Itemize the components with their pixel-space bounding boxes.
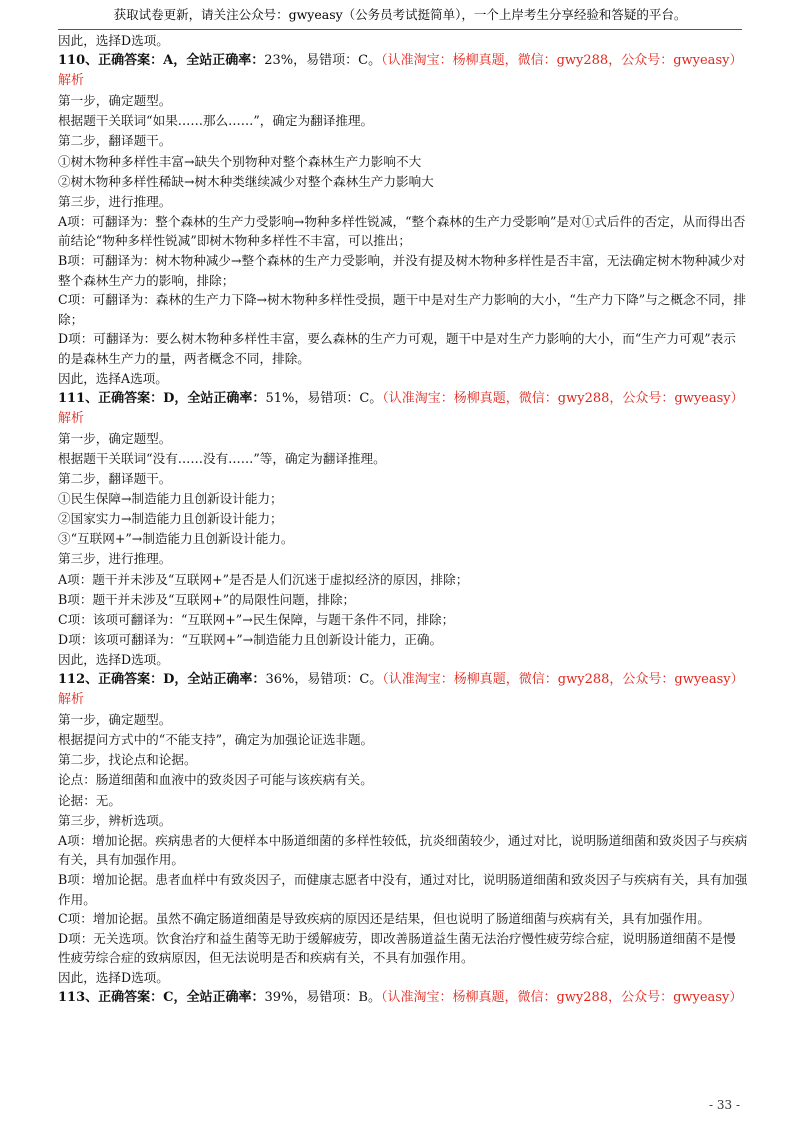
text-line: 第二步，翻译题干。 <box>58 133 172 149</box>
question-112-header <box>58 670 748 690</box>
text-line: 根据题干关联词“如果……那么……”，确定为翻译推理。 <box>58 113 374 129</box>
promo-text: （认准淘宝：杨柳真题，微信：gwy288，公众号：gwyeasy） <box>382 672 744 687</box>
text-line: 第一步，确定题型。 <box>58 93 172 109</box>
rate-value: 39%，易错项：B。 <box>264 990 381 1005</box>
text-line: 论点：肠道细菌和血液中的致炎因子可能与该疾病有关。 <box>58 772 373 788</box>
option-a: A项：增加论据。疾病患者的大便样本中肠道细菌的多样性较低，抗炎细菌较少，通过对比，说明肠道细菌和致炎因子与疾病有关，具有加强作用。 <box>58 832 748 868</box>
text-line: 根据提问方式中的“不能支持”，确定为加强论证选非题。 <box>58 732 374 748</box>
q110-lines <box>58 91 748 388</box>
answer-value: D， <box>163 390 188 406</box>
promo-text: （认准淘宝：杨柳真题，微信：gwy288，公众号：gwyeasy） <box>381 53 743 69</box>
text-line: 论据：无。 <box>58 792 121 808</box>
page-number: - 33 - <box>708 1098 740 1112</box>
rate-value: 36%，易错项：C。 <box>265 672 383 687</box>
text-line: 第二步，找论点和论据。 <box>58 752 197 768</box>
text-line: 根据题干关联词“没有……没有……”等，确定为翻译推理。 <box>58 450 386 466</box>
answer-value: A， <box>163 53 187 69</box>
analysis-label: 解析 <box>58 410 85 426</box>
header-rule <box>58 29 742 30</box>
header-text: 获取试卷更新，请关注公众号：gwyeasy（公务员考试挺简单），一个上岸考生分享经验和答疑的平台。 <box>113 7 687 22</box>
question-111-header <box>58 389 748 409</box>
text-line: ②树木物种多样性稀缺→树木种类继续减少对整个森林生产力影响大 <box>58 173 434 189</box>
rate-label: 全站正确率： <box>186 53 265 69</box>
text-line: ①树木物种多样性丰富→缺失个别物种对整个森林生产力影响不大 <box>58 153 422 169</box>
text-line: 第一步，确定题型。 <box>58 712 172 728</box>
document-body <box>58 31 748 1008</box>
rate-label: 全站正确率： <box>186 990 265 1005</box>
rate-value: 23%，易错项：C。 <box>264 53 382 69</box>
text-line: 第三步，进行推理。 <box>58 551 172 567</box>
answer-label: 113、正确答案： <box>58 990 164 1005</box>
option-c: C项：该项可翻译为：“互联网+”→民生保障，与题干条件不同，排除； <box>58 611 455 627</box>
analysis-label: 解析 <box>58 692 85 708</box>
answer-label: 112、正确答案： <box>58 672 164 687</box>
option-d: D项：无关选项。饮食治疗和益生菌等无助于缓解疲劳，即改善肠道益生菌无法治疗慢性疲劳综合症，说明肠道细菌不是慢性疲劳综合症的致病原因，但无法说明是否和疾病有关，不具有加强作用。 <box>58 930 736 966</box>
rate-label: 全站正确率： <box>187 390 266 406</box>
option-b: B项：题干并未涉及“互联网+”的局限性问题，排除； <box>58 591 356 607</box>
promo-text: （认准淘宝：杨柳真题，微信：gwy288，公众号：gwyeasy） <box>380 990 743 1005</box>
option-c: C项：可翻译为：森林的生产力下降→树木物种多样性受损，题干中是对生产力影响的大小，“生产力下降”与之概念不同，排除； <box>58 292 746 327</box>
answer-value: D， <box>163 672 188 687</box>
answer-label: 111、正确答案： <box>58 390 164 406</box>
text-line: 第一步，确定题型。 <box>58 430 172 446</box>
q111-lines <box>58 429 748 670</box>
rate-label: 全站正确率： <box>187 672 266 687</box>
text-line: 第三步，进行推理。 <box>58 193 172 209</box>
text-line: ③“互联网+”→制造能力且创新设计能力。 <box>58 531 294 547</box>
option-d: D项：可翻译为：要么树木物种多样性丰富，要么森林的生产力可观，题干中是对生产力影响的大小，而“生产力可观”表示的是森林生产力的量，两者概念不同，排除。 <box>58 331 736 366</box>
question-110-header <box>58 51 748 71</box>
page-header <box>0 0 800 30</box>
promo-text: （认准淘宝：杨柳真题，微信：gwy288，公众号：gwyeasy） <box>382 390 744 406</box>
option-b: B项：可翻译为：树木物种减少→整个森林的生产力受影响，并没有提及树木物种多样性是否丰富，无法确定树木物种减少对整个森林生产力的影响，排除； <box>58 253 746 288</box>
q112-lines <box>58 710 748 988</box>
text-line: ①民生保障→制造能力且创新设计能力； <box>58 491 283 507</box>
conclusion: 因此，选择D选项。 <box>58 651 169 667</box>
answer-value: C， <box>163 990 187 1005</box>
prev-conclusion: 因此，选择D选项。 <box>58 33 169 48</box>
option-b: B项：增加论据。患者血样中有致炎因子，而健康志愿者中没有，通过对比，说明肠道细菌和致炎因子与疾病有关，具有加强作用。 <box>58 871 748 907</box>
conclusion: 因此，选择D选项。 <box>58 969 169 985</box>
option-d: D项：该项可翻译为：“互联网+”→制造能力且创新设计能力，正确。 <box>58 631 443 647</box>
question-113-header <box>58 988 748 1008</box>
text-line: 第三步，辨析选项。 <box>58 812 172 828</box>
text-line: ②国家实力→制造能力且创新设计能力； <box>58 511 283 527</box>
option-a: A项：题干并未涉及“互联网+”是否是人们沉迷于虚拟经济的原因，排除； <box>58 571 469 587</box>
text-line: 第二步，翻译题干。 <box>58 471 172 487</box>
rate-value: 51%，易错项：C。 <box>265 390 383 406</box>
analysis-label: 解析 <box>58 73 85 89</box>
answer-label: 110、正确答案： <box>58 53 164 69</box>
conclusion: 因此，选择A选项。 <box>58 370 168 386</box>
option-a: A项：可翻译为：整个森林的生产力受影响→物种多样性锐减，“整个森林的生产力受影响”是对①式后件的否定，从而得出否前结论“物种多样性锐减”即树木物种多样性不丰富，可以推出； <box>58 213 746 249</box>
option-c: C项：增加论据。虽然不确定肠道细菌是导致疾病的原因还是结果，但也说明了肠道细菌与疾病有关，具有加强作用。 <box>58 911 710 927</box>
